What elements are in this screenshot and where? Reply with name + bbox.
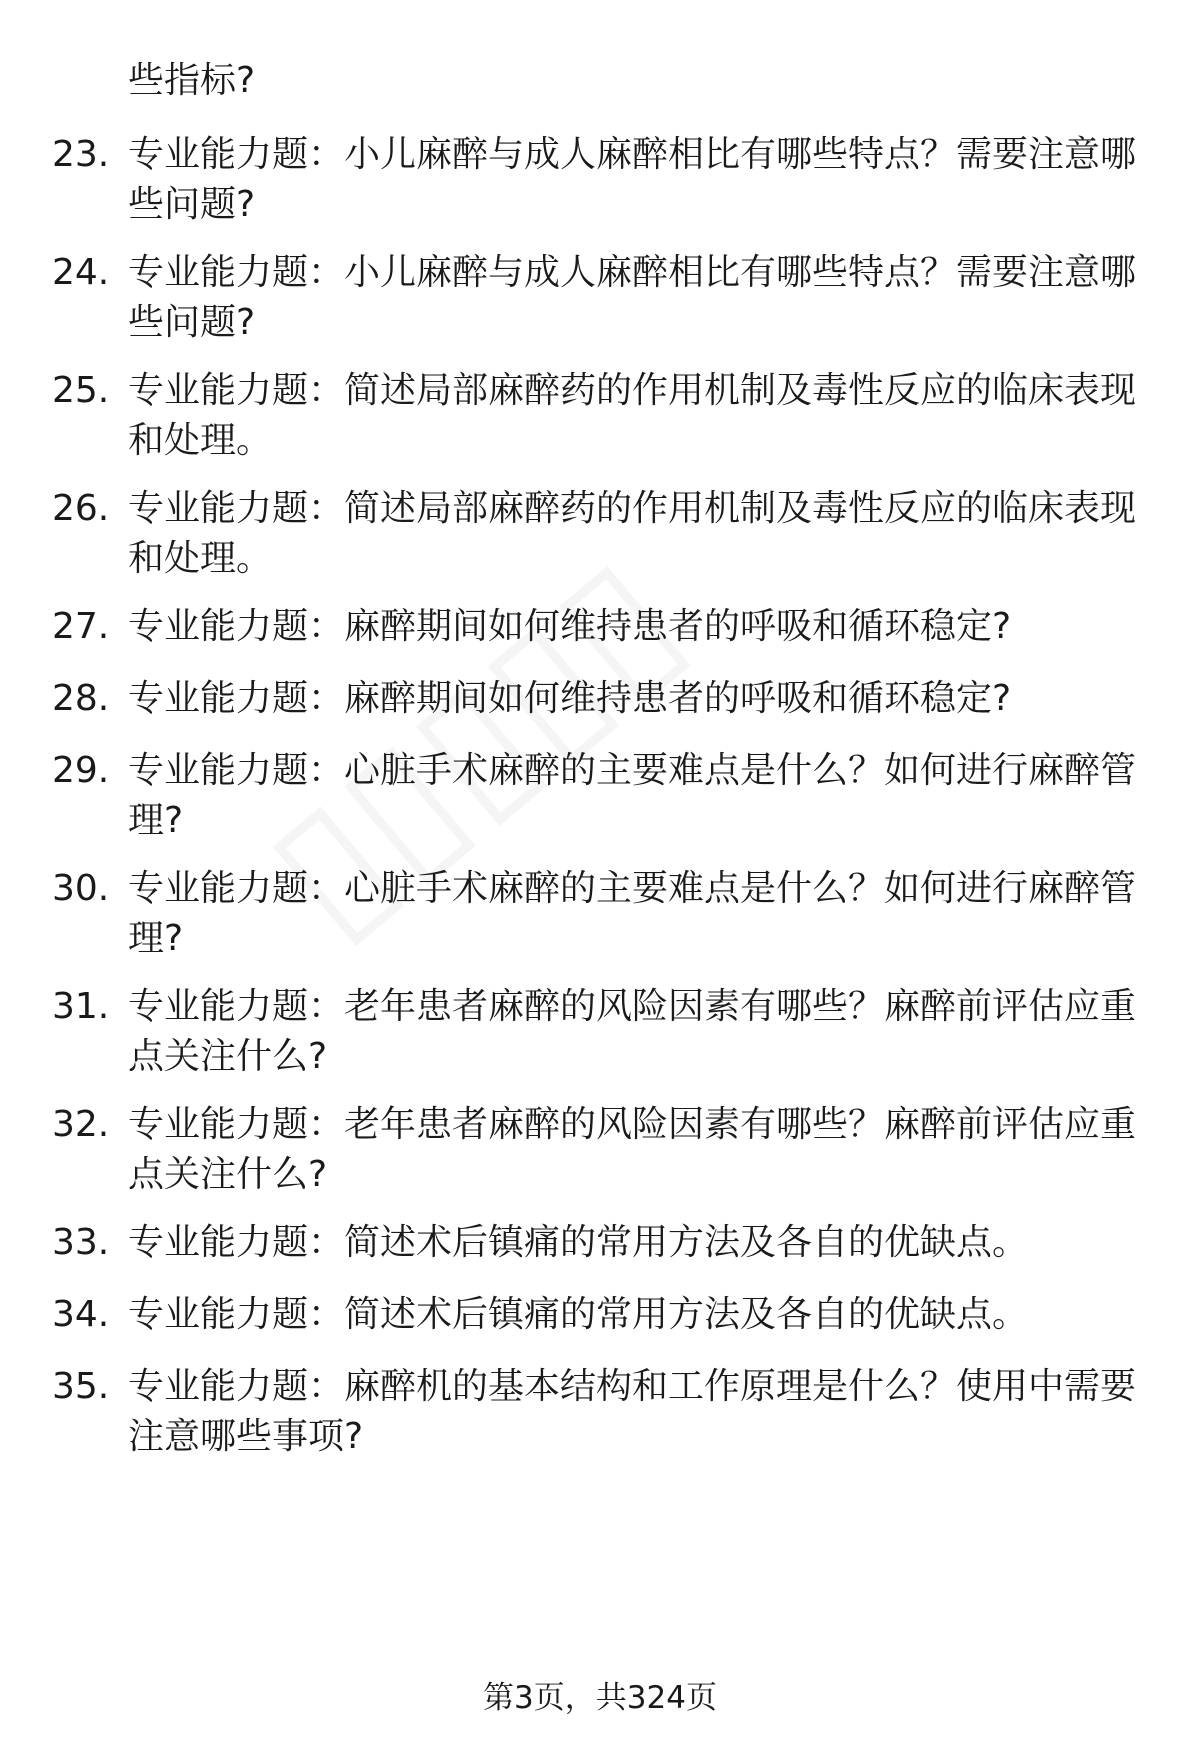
question-text: 专业能力题：老年患者麻醉的风险因素有哪些？麻醉前评估应重点关注什么? [128, 986, 1137, 1077]
question-number: 35. [52, 1366, 110, 1407]
question-text: 专业能力题：麻醉机的基本结构和工作原理是什么？使用中需要注意哪些事项? [128, 1366, 1137, 1457]
question-text: 专业能力题：老年患者麻醉的风险因素有哪些？麻醉前评估应重点关注什么? [128, 1104, 1137, 1195]
question-number: 31. [52, 986, 110, 1027]
question-text: 专业能力题：麻醉期间如何维持患者的呼吸和循环稳定? [128, 606, 1012, 647]
question-text: 专业能力题：心脏手术麻醉的主要难点是什么？如何进行麻醉管理? [128, 750, 1137, 841]
question-number: 24. [52, 252, 110, 293]
question-number: 23. [52, 134, 110, 175]
question-text: 专业能力题：麻醉期间如何维持患者的呼吸和循环稳定? [128, 678, 1012, 719]
question-text: 专业能力题：小儿麻醉与成人麻醉相比有哪些特点？需要注意哪些问题? [128, 134, 1137, 225]
question-continuation: 些指标? [128, 60, 256, 101]
question-number: 34. [52, 1294, 110, 1335]
question-text: 专业能力题：心脏手术麻醉的主要难点是什么？如何进行麻醉管理? [128, 868, 1137, 959]
question-number: 30. [52, 868, 110, 909]
question-number: 29. [52, 750, 110, 791]
question-text: 专业能力题：简述术后镇痛的常用方法及各自的优缺点。 [128, 1294, 1029, 1335]
question-text: 专业能力题：小儿麻醉与成人麻醉相比有哪些特点？需要注意哪些问题? [128, 252, 1137, 343]
question-text: 专业能力题：简述术后镇痛的常用方法及各自的优缺点。 [128, 1222, 1029, 1263]
question-number: 25. [52, 370, 110, 411]
question-text: 专业能力题：简述局部麻醉药的作用机制及毒性反应的临床表现和处理。 [128, 488, 1137, 579]
question-text: 专业能力题：简述局部麻醉药的作用机制及毒性反应的临床表现和处理。 [128, 370, 1137, 461]
question-number: 32. [52, 1104, 110, 1145]
question-number: 33. [52, 1222, 110, 1263]
question-number: 27. [52, 606, 110, 647]
question-number: 28. [52, 678, 110, 719]
page-footer: 第3页，共324页 [483, 1680, 717, 1716]
question-number: 26. [52, 488, 110, 529]
